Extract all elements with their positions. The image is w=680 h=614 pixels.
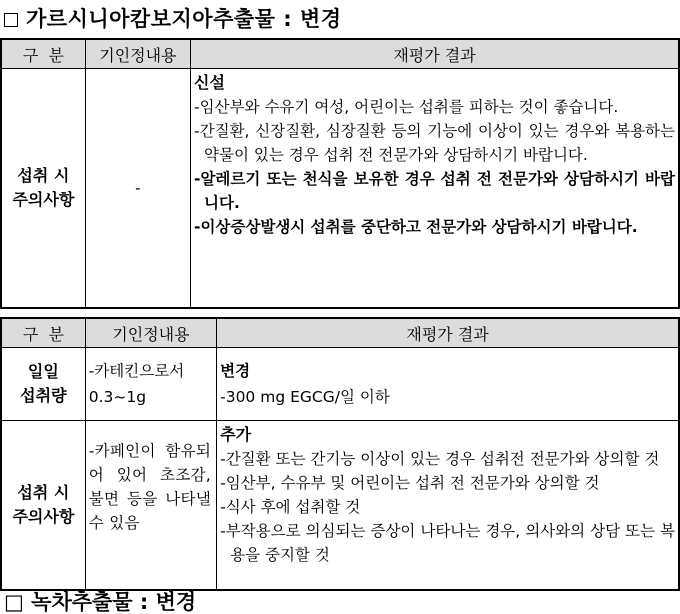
original-content: - xyxy=(85,69,190,309)
section-title-text: 가르시니아캄보지아추출물 : 변경 xyxy=(26,7,342,31)
list-item: -부작용으로 의심되는 증상이 나타나는 경우, 의사와의 상담 또는 복용을 중지할 것 xyxy=(220,522,675,564)
result-heading: 추가 xyxy=(220,425,252,444)
list-item: -간질환, 신장질환, 심장질환 등의 기능에 이상이 있는 경우와 복용하는 약물이 있는 경우 섭취 전 전문가와 상담하시기 바랍니다. xyxy=(194,122,675,164)
list-item: -이상증상발생시 섭취를 중단하고 전문가와 상담하시기 바랍니다. xyxy=(194,218,638,236)
row-label-caution: 섭취 시 주의사항 xyxy=(1,421,85,591)
list-item: -300 mg EGCG/일 이하 xyxy=(220,388,390,406)
header-result: 재평가 결과 xyxy=(217,318,679,348)
result-heading: 신설 xyxy=(194,73,225,92)
next-heading-text: □ 녹차추출물 : 변경 xyxy=(4,590,197,614)
header-original: 기인정내용 xyxy=(85,39,190,69)
row-label-caution: 섭취 시 주의사항 xyxy=(1,69,85,309)
result-content xyxy=(217,421,679,591)
next-heading-clipped xyxy=(0,590,680,614)
list-item: -간질환 또는 간기능 이상이 있는 경우 섭취전 전문가와 상의할 것 xyxy=(220,450,660,468)
header-category: 구 분 xyxy=(1,318,85,348)
row-label-daily-intake: 일일 섭취량 xyxy=(1,348,85,421)
list-item: -알레르기 또는 천식을 보유한 경우 섭취 전 전문가와 상담하시기 바랍니다. xyxy=(194,170,675,212)
checkbox-square-icon xyxy=(4,13,18,27)
result-content xyxy=(191,69,679,309)
table-row xyxy=(1,348,679,421)
table-row xyxy=(1,421,679,591)
section-title xyxy=(4,2,342,36)
table-row xyxy=(1,69,679,309)
original-text: -카테킨으로서 0.3~1g xyxy=(88,362,185,406)
original-content: -카페인이 함유되어 있어 초조감, 불면 등을 나타낼 수 있음 xyxy=(85,421,216,591)
list-item: -임산부, 수유부 및 어린이는 섭취 전 전문가와 상의할 것 xyxy=(220,474,600,492)
original-content xyxy=(85,348,216,421)
result-heading: 변경 xyxy=(220,362,251,380)
result-content xyxy=(217,348,679,421)
list-item: -임산부와 수유기 여성, 어린이는 섭취를 피하는 것이 좋습니다. xyxy=(194,98,619,116)
reevaluation-table-1 xyxy=(0,38,680,309)
header-category: 구 분 xyxy=(1,39,85,69)
list-item: -식사 후에 섭취할 것 xyxy=(220,498,361,516)
header-result: 재평가 결과 xyxy=(191,39,679,69)
table-header-row xyxy=(1,39,679,69)
table-header-row xyxy=(1,318,679,348)
reevaluation-table-2 xyxy=(0,317,680,591)
header-original: 기인정내용 xyxy=(85,318,216,348)
